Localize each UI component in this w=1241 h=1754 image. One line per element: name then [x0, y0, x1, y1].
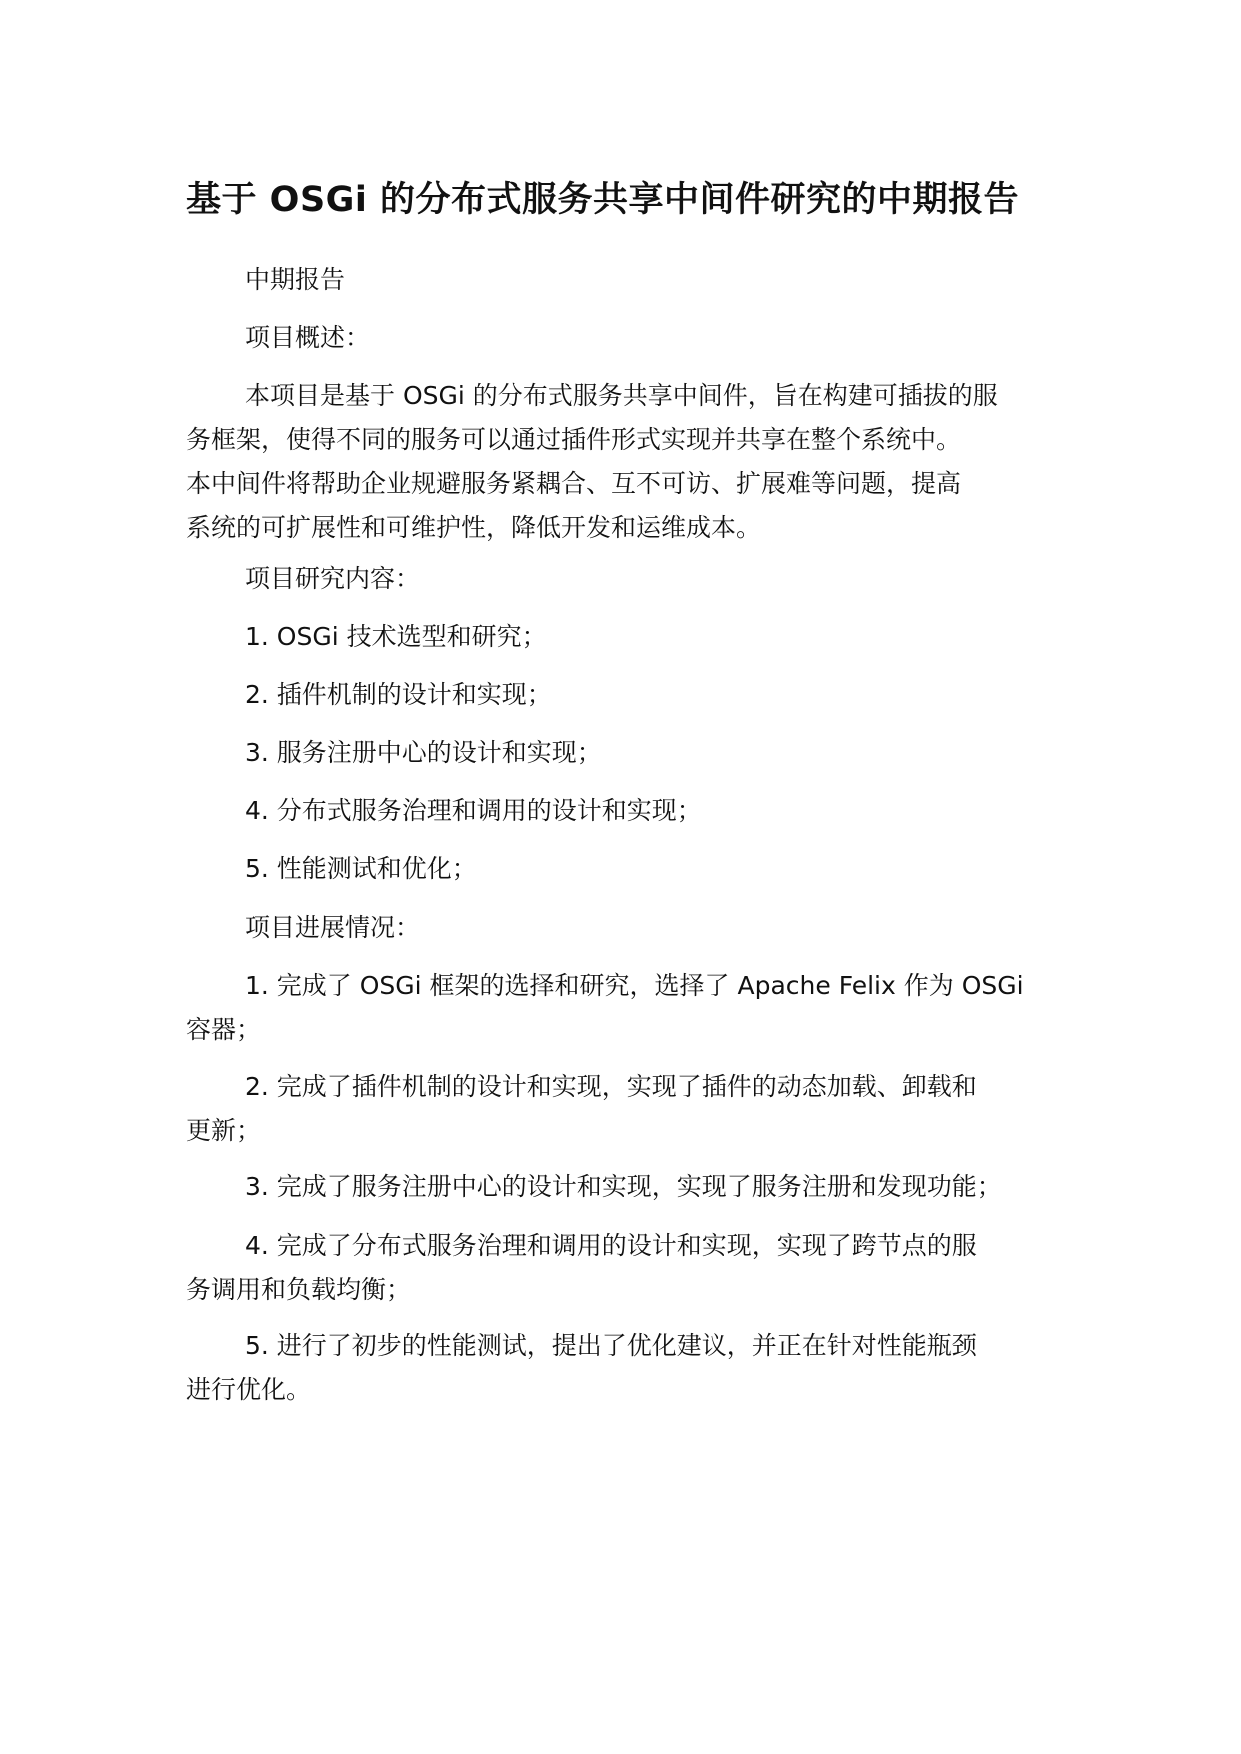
progress-item [186, 1324, 1066, 1412]
paragraph-line: 本中间件将帮助企业规避服务紧耦合、互不可访、扩展难等问题，提高 [186, 469, 962, 498]
heading-report: 中期报告 [245, 265, 346, 294]
progress-item [186, 1065, 1066, 1153]
progress-item [186, 964, 1066, 1052]
paragraph-line: 系统的可扩展性和可维护性，降低开发和运维成本。 [186, 513, 762, 542]
progress-item [186, 1165, 1066, 1209]
research-item: 5. 性能测试和优化； [245, 854, 477, 883]
research-item: 3. 服务注册中心的设计和实现； [245, 738, 602, 767]
progress-line: 2. 完成了插件机制的设计和实现，实现了插件的动态加载、卸载和 [245, 1072, 977, 1101]
progress-line: 进行优化。 [186, 1375, 312, 1404]
research-item: 1. OSGi 技术选型和研究； [245, 622, 547, 651]
overview-label: 项目概述： [245, 323, 371, 352]
overview-paragraph [186, 374, 1066, 550]
progress-line: 务调用和负载均衡； [186, 1275, 412, 1304]
paragraph-line: 本项目是基于 OSGi 的分布式服务共享中间件，旨在构建可插拔的服 [245, 381, 998, 410]
progress-label: 项目进展情况： [245, 913, 421, 942]
progress-line: 3. 完成了服务注册中心的设计和实现，实现了服务注册和发现功能； [245, 1172, 1002, 1201]
progress-line: 容器； [186, 1015, 262, 1044]
research-label: 项目研究内容： [245, 564, 421, 593]
progress-line: 更新； [186, 1116, 262, 1145]
document-title: 基于 OSGi 的分布式服务共享中间件研究的中期报告 [186, 180, 1020, 220]
progress-line: 1. 完成了 OSGi 框架的选择和研究，选择了 Apache Felix 作为 OSGi [245, 971, 1024, 1000]
progress-item [186, 1224, 1066, 1312]
research-item: 2. 插件机制的设计和实现； [245, 680, 552, 709]
progress-line: 4. 完成了分布式服务治理和调用的设计和实现，实现了跨节点的服 [245, 1231, 977, 1260]
paragraph-line: 务框架，使得不同的服务可以通过插件形式实现并共享在整个系统中。 [186, 425, 962, 454]
research-item: 4. 分布式服务治理和调用的设计和实现； [245, 796, 702, 825]
progress-line: 5. 进行了初步的性能测试，提出了优化建议，并正在针对性能瓶颈 [245, 1331, 977, 1360]
